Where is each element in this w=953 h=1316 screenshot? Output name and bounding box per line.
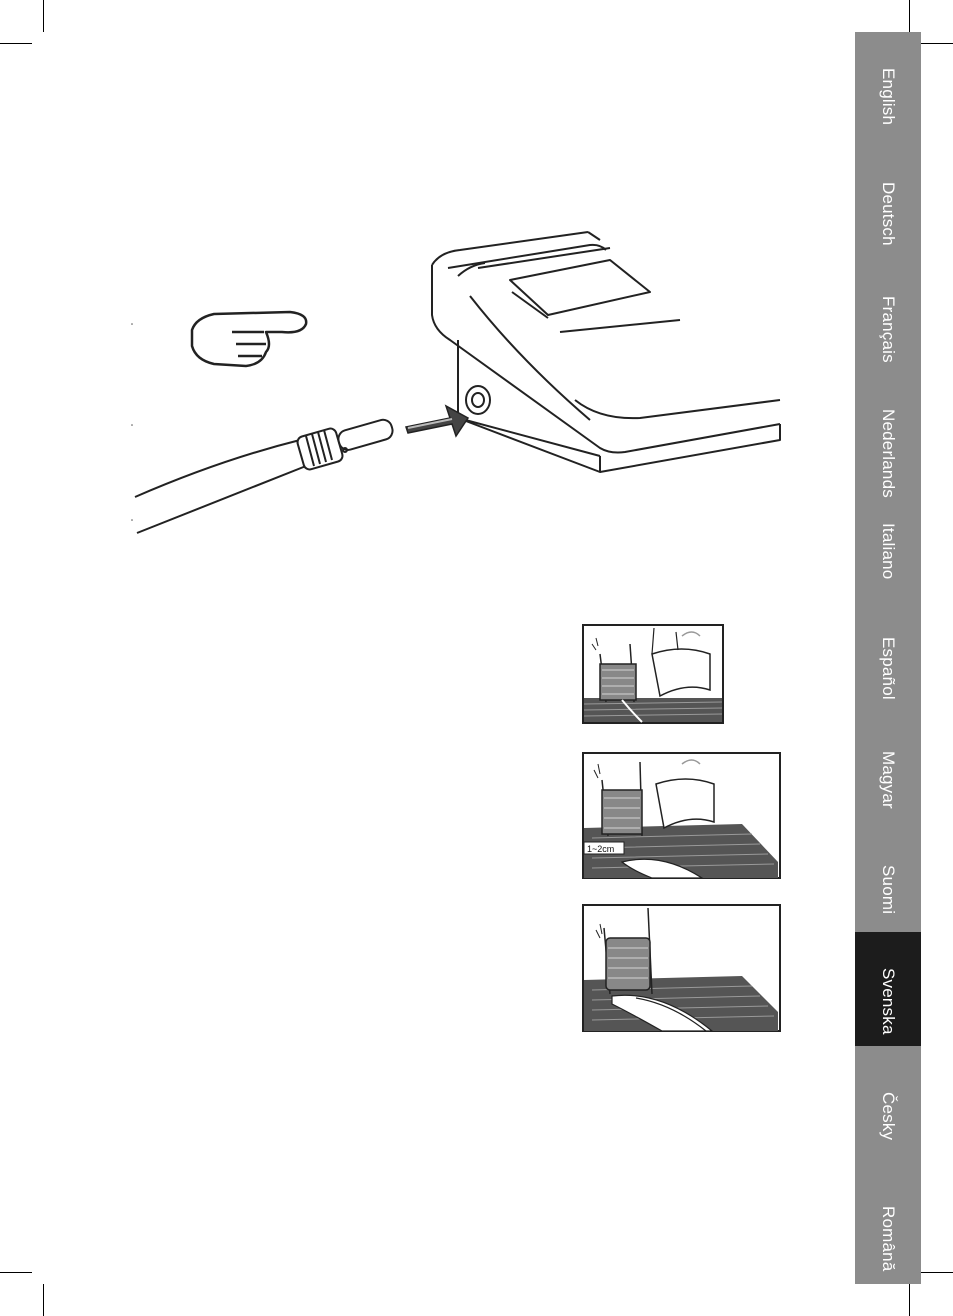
tab-suomi[interactable] [855, 829, 921, 943]
crop-mark-bottom-right-h [921, 1272, 953, 1273]
crop-mark-top-right-v [909, 0, 910, 32]
tab-label: Svenska [879, 968, 898, 1035]
tab-label: English [879, 68, 898, 126]
cuff-step-2-image [582, 752, 781, 879]
tab-cesky[interactable] [855, 1056, 921, 1170]
tab-italiano[interactable] [855, 487, 921, 601]
cuff-step-1-image [582, 624, 724, 724]
cuff-gap-label: 1~2cm [587, 844, 615, 854]
tab-label: Español [879, 637, 898, 700]
tab-label: Română [879, 1206, 898, 1272]
tab-romana[interactable] [855, 1170, 921, 1284]
tab-espanol[interactable] [855, 601, 921, 715]
tab-nederlands[interactable] [855, 373, 921, 499]
crop-mark-top-right-h [921, 43, 953, 44]
pointing-hand-icon [192, 312, 306, 366]
language-sidebar [855, 32, 921, 1284]
tab-magyar[interactable] [855, 715, 921, 829]
blood-pressure-monitor [432, 232, 780, 472]
tab-label: Magyar [879, 750, 898, 809]
tab-label: Suomi [879, 864, 898, 914]
tab-label: Français [879, 295, 898, 363]
tab-english[interactable] [855, 32, 921, 146]
tab-label: Česky [879, 1092, 898, 1141]
cuff-step-3-image [582, 904, 781, 1032]
tab-label: Deutsch [879, 181, 898, 246]
tab-francais[interactable] [855, 260, 921, 374]
tab-label: Italiano [879, 523, 898, 580]
crop-mark-bottom-right-v [909, 1284, 910, 1316]
air-tube-connector [135, 418, 395, 533]
tab-label: Nederlands [879, 409, 898, 499]
tab-svenska[interactable] [855, 932, 921, 1046]
tab-deutsch[interactable] [855, 146, 921, 260]
